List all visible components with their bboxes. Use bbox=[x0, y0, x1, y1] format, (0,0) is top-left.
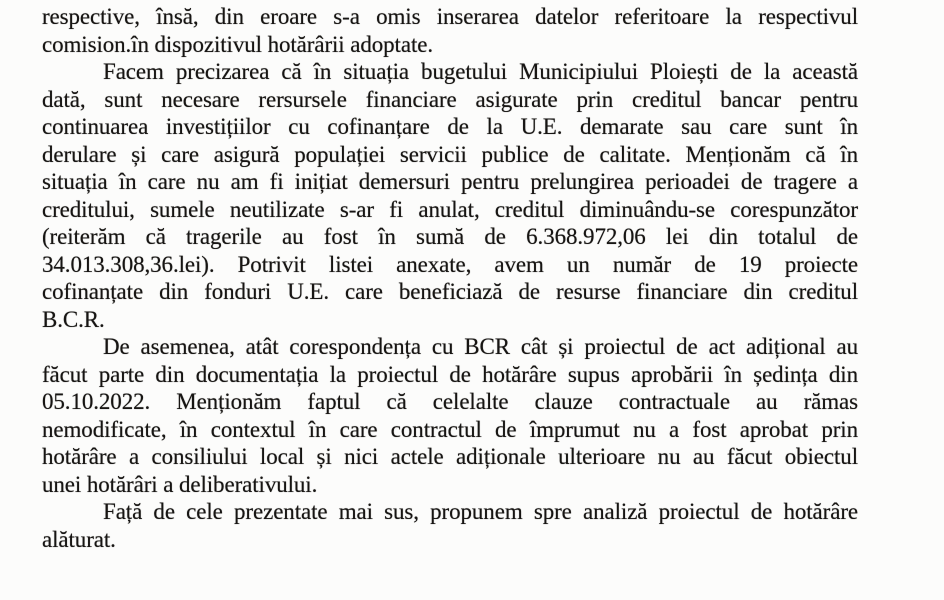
text-line: B.C.R. bbox=[42, 306, 105, 332]
text-line: 05.10.2022. Menționăm faptul că celelalte clauze contractuale au rămas bbox=[42, 389, 858, 414]
paragraph bbox=[42, 3, 858, 58]
text-line: cofinanțate din fonduri U.E. care beneficiază de resurse financiare din creditul bbox=[42, 279, 858, 304]
text-line: derulare și care asigură populației servicii publice de calitate. Menționăm că în bbox=[42, 141, 858, 167]
text-line: creditului, sumele neutilizate s-ar fi anulat, creditul diminuându-se corespunzător bbox=[42, 196, 858, 222]
text-line: făcut parte din documentația la proiectul de hotărâre supus aprobării în ședința din bbox=[42, 361, 858, 387]
text-line: comision.în dispozitivul hotărârii adoptate. bbox=[42, 31, 433, 57]
text-line: continuarea investițiilor cu cofinanțare de la U.E. demarate sau care sunt în bbox=[42, 114, 858, 139]
text-line: Facem precizarea că în situația bugetului Municipiului Ploiești de la această bbox=[103, 59, 858, 84]
paragraph bbox=[42, 333, 858, 498]
text-line: respective, însă, din eroare s-a omis inserarea datelor referitoare la respectivul bbox=[42, 4, 858, 29]
text-line: Față de cele prezentate mai sus, propunem spre analiză proiectul de hotărâre bbox=[103, 499, 858, 524]
text-line: alăturat. bbox=[42, 526, 116, 552]
paragraph bbox=[42, 498, 858, 553]
text-line: dată, sunt necesare rersursele financiare asigurate prin creditul bancar pentru bbox=[42, 86, 858, 112]
text-line: (reiterăm că tragerile au fost în sumă de 6.368.972,06 lei din totalul de bbox=[42, 224, 858, 249]
text-line: hotărâre a consiliului local și nici actele adiționale ulterioare nu au făcut obiectul bbox=[42, 444, 858, 469]
paragraph bbox=[42, 58, 858, 333]
text-line: situația în care nu am fi inițiat demersuri pentru prelungirea perioadei de tragere a bbox=[42, 169, 858, 194]
text-line: De asemenea, atât corespondența cu BCR cât și proiectul de act adițional au bbox=[103, 334, 858, 359]
text-line: 34.013.308,36.lei). Potrivit listei anexate, avem un număr de 19 proiecte bbox=[42, 251, 858, 277]
text-line: nemodificate, în contextul în care contractul de împrumut nu a fost aprobat prin bbox=[42, 416, 858, 442]
text-line: unei hotărâri a deliberativului. bbox=[42, 471, 318, 497]
